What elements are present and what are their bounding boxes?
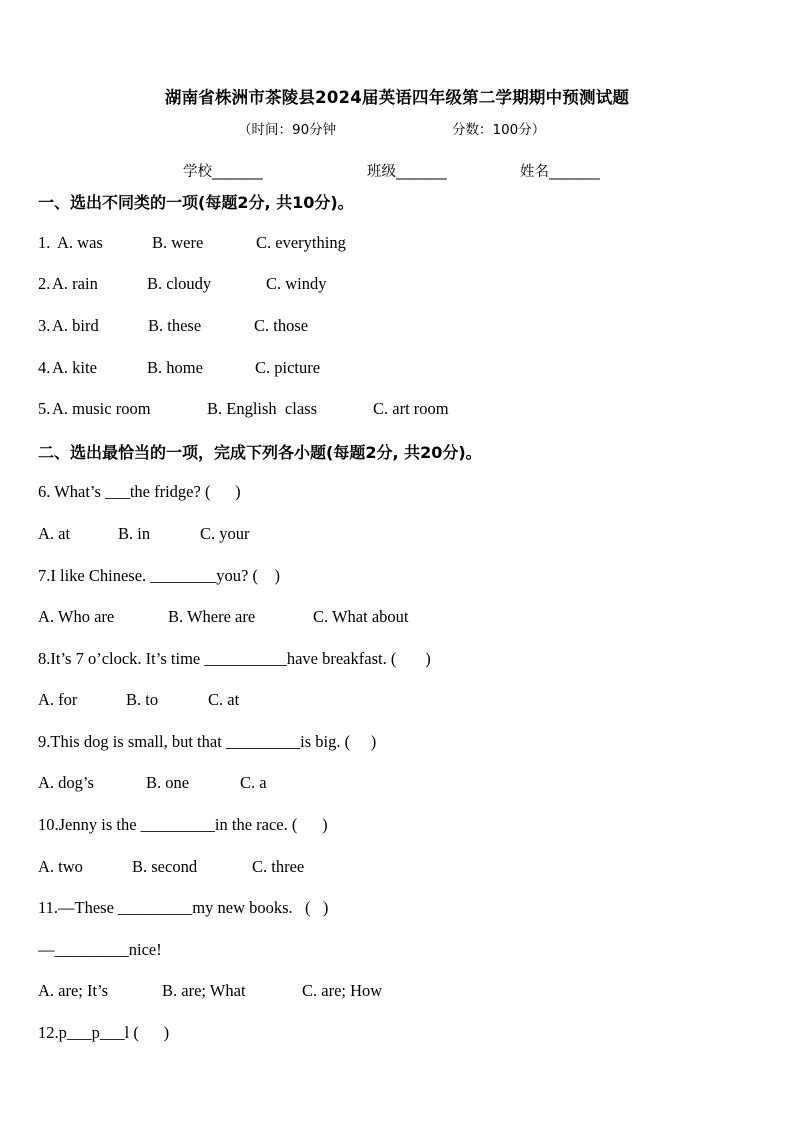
option-b: B. one bbox=[146, 773, 190, 792]
option-c: C. art room bbox=[373, 399, 449, 418]
question-12-stem: 12.p___p___l ( ) bbox=[38, 1023, 170, 1042]
option-a: A. for bbox=[38, 690, 78, 709]
option-b: B. to bbox=[126, 690, 159, 709]
question-11-reply: —_________nice! bbox=[38, 940, 162, 959]
option-a: A. two bbox=[38, 857, 83, 876]
question-10-stem: 10.Jenny is the _________in the race. ( ) bbox=[38, 815, 328, 834]
option-c: C. three bbox=[252, 857, 305, 876]
option-c: C. windy bbox=[266, 274, 327, 293]
option-c: C. What about bbox=[313, 607, 409, 626]
option-c: C. those bbox=[254, 316, 309, 335]
question-number: 2. bbox=[38, 274, 51, 293]
option-a: A. kite bbox=[52, 358, 97, 377]
option-b: B. cloudy bbox=[147, 274, 212, 293]
question-6-stem: 6. What’s ___the fridge? ( ) bbox=[38, 482, 241, 501]
option-a: A. rain bbox=[52, 274, 98, 293]
name-field: 姓名_______ bbox=[520, 164, 600, 180]
option-b: B. were bbox=[152, 233, 204, 252]
option-c: C. picture bbox=[255, 358, 321, 377]
option-c: C. your bbox=[200, 524, 250, 543]
option-a: A. music room bbox=[52, 399, 151, 418]
option-b: B. second bbox=[132, 857, 198, 876]
option-a: A. was bbox=[57, 233, 103, 252]
section-1-heading: 一、选出不同类的一项(每题2分, 共10分)。 bbox=[38, 193, 354, 212]
question-number: 3. bbox=[38, 316, 51, 335]
question-number: 1. bbox=[38, 233, 55, 252]
option-c: C. everything bbox=[256, 233, 346, 252]
option-a: A. at bbox=[38, 524, 71, 543]
section-2-heading: 二、选出最恰当的一项，完成下列各小题(每题2分, 共20分)。 bbox=[38, 443, 482, 462]
question-number: 5. bbox=[38, 399, 51, 418]
option-b: B. in bbox=[118, 524, 151, 543]
option-b: B. these bbox=[148, 316, 202, 335]
question-7-stem: 7.I like Chinese. ________you? ( ) bbox=[38, 566, 280, 585]
class-field: 班级_______ bbox=[367, 164, 447, 180]
school-field: 学校_______ bbox=[183, 164, 263, 180]
option-b: B. home bbox=[147, 358, 203, 377]
option-c: C. are; How bbox=[302, 981, 383, 1000]
option-a: A. are; It’s bbox=[38, 981, 109, 1000]
question-number: 4. bbox=[38, 358, 51, 377]
exam-score: 分数：100分） bbox=[452, 122, 546, 138]
option-b: B. English class bbox=[207, 399, 317, 418]
option-a: A. bird bbox=[52, 316, 99, 335]
option-a: A. dog’s bbox=[38, 773, 94, 792]
option-a: A. Who are bbox=[38, 607, 115, 626]
option-c: C. a bbox=[240, 773, 267, 792]
question-9-stem: 9.This dog is small, but that _________is big. ( ) bbox=[38, 732, 377, 751]
option-b: B. Where are bbox=[168, 607, 256, 626]
question-11-stem: 11.—These _________my new books. ( ) bbox=[38, 898, 329, 917]
exam-time: （时间：90分钟 bbox=[238, 122, 337, 138]
option-c: C. at bbox=[208, 690, 240, 709]
question-8-stem: 8.It’s 7 o’clock. It’s time __________have breakfast. ( ) bbox=[38, 649, 431, 668]
page-title: 湖南省株洲市茶陵县2024届英语四年级第二学期期中预测试题 bbox=[164, 88, 630, 107]
option-b: B. are; What bbox=[162, 981, 246, 1000]
